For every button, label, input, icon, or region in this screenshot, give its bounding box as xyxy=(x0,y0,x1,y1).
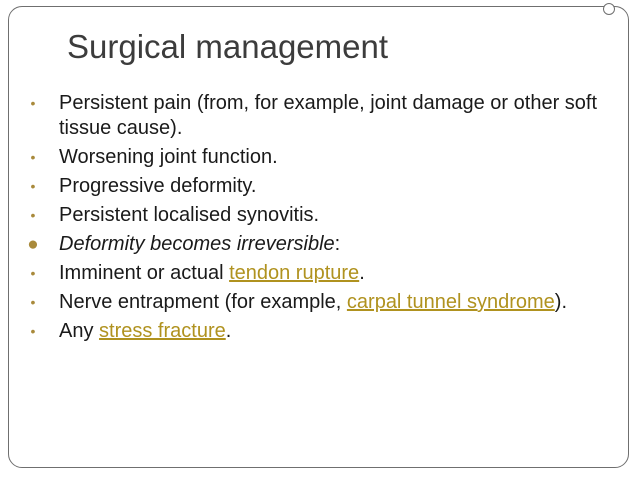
bullet-text-suffix: : xyxy=(334,233,341,255)
bullet-item-nerve-entrapment xyxy=(26,290,606,315)
bullet-item-worsening-joint-function xyxy=(26,145,606,170)
filled-circle-bullet-icon: ● xyxy=(27,234,39,255)
bullet-item-persistent-pain xyxy=(26,91,606,141)
bullet-text-suffix: ). xyxy=(554,291,568,313)
bullet-text-prefix: Imminent or actual xyxy=(59,262,230,284)
bullet-item-localised-synovitis xyxy=(26,203,606,228)
bullet-marker-icon: • xyxy=(30,95,36,111)
bullet-text: Persistent pain (from, for example, joint damage or other soft tissue cause). xyxy=(59,92,598,139)
bullet-text: Progressive deformity. xyxy=(59,175,257,197)
corner-circle-decoration xyxy=(603,3,615,15)
bullet-text-suffix: . xyxy=(359,262,365,284)
bullet-marker-icon: • xyxy=(30,178,36,194)
bullet-marker-icon: • xyxy=(30,207,36,223)
bullet-text-suffix: . xyxy=(225,320,232,342)
bullet-text-prefix: Any xyxy=(59,320,100,342)
bullet-emphasis-text: Deformity becomes irreversible xyxy=(59,233,335,255)
bullet-item-progressive-deformity xyxy=(26,174,606,199)
bullet-item-tendon-rupture xyxy=(26,261,606,286)
bullet-marker-icon: • xyxy=(30,149,36,165)
stress-fracture-link[interactable]: stress fracture xyxy=(99,320,226,342)
carpal-tunnel-syndrome-link[interactable]: carpal tunnel syndrome xyxy=(346,291,555,313)
bullet-marker-icon: • xyxy=(30,294,36,310)
slide-title: Surgical management xyxy=(67,28,389,65)
bullet-item-deformity-irreversible xyxy=(26,232,606,257)
bullet-text: Worsening joint function. xyxy=(59,146,278,168)
tendon-rupture-link[interactable]: tendon rupture xyxy=(229,262,360,284)
bullet-item-stress-fracture xyxy=(26,319,606,344)
bullet-marker-icon: • xyxy=(30,323,36,339)
bullet-marker-icon: • xyxy=(30,265,36,281)
bullet-list xyxy=(26,91,606,348)
bullet-text: Persistent localised synovitis. xyxy=(59,204,320,226)
bullet-text-prefix: Nerve entrapment (for example, xyxy=(59,291,347,313)
